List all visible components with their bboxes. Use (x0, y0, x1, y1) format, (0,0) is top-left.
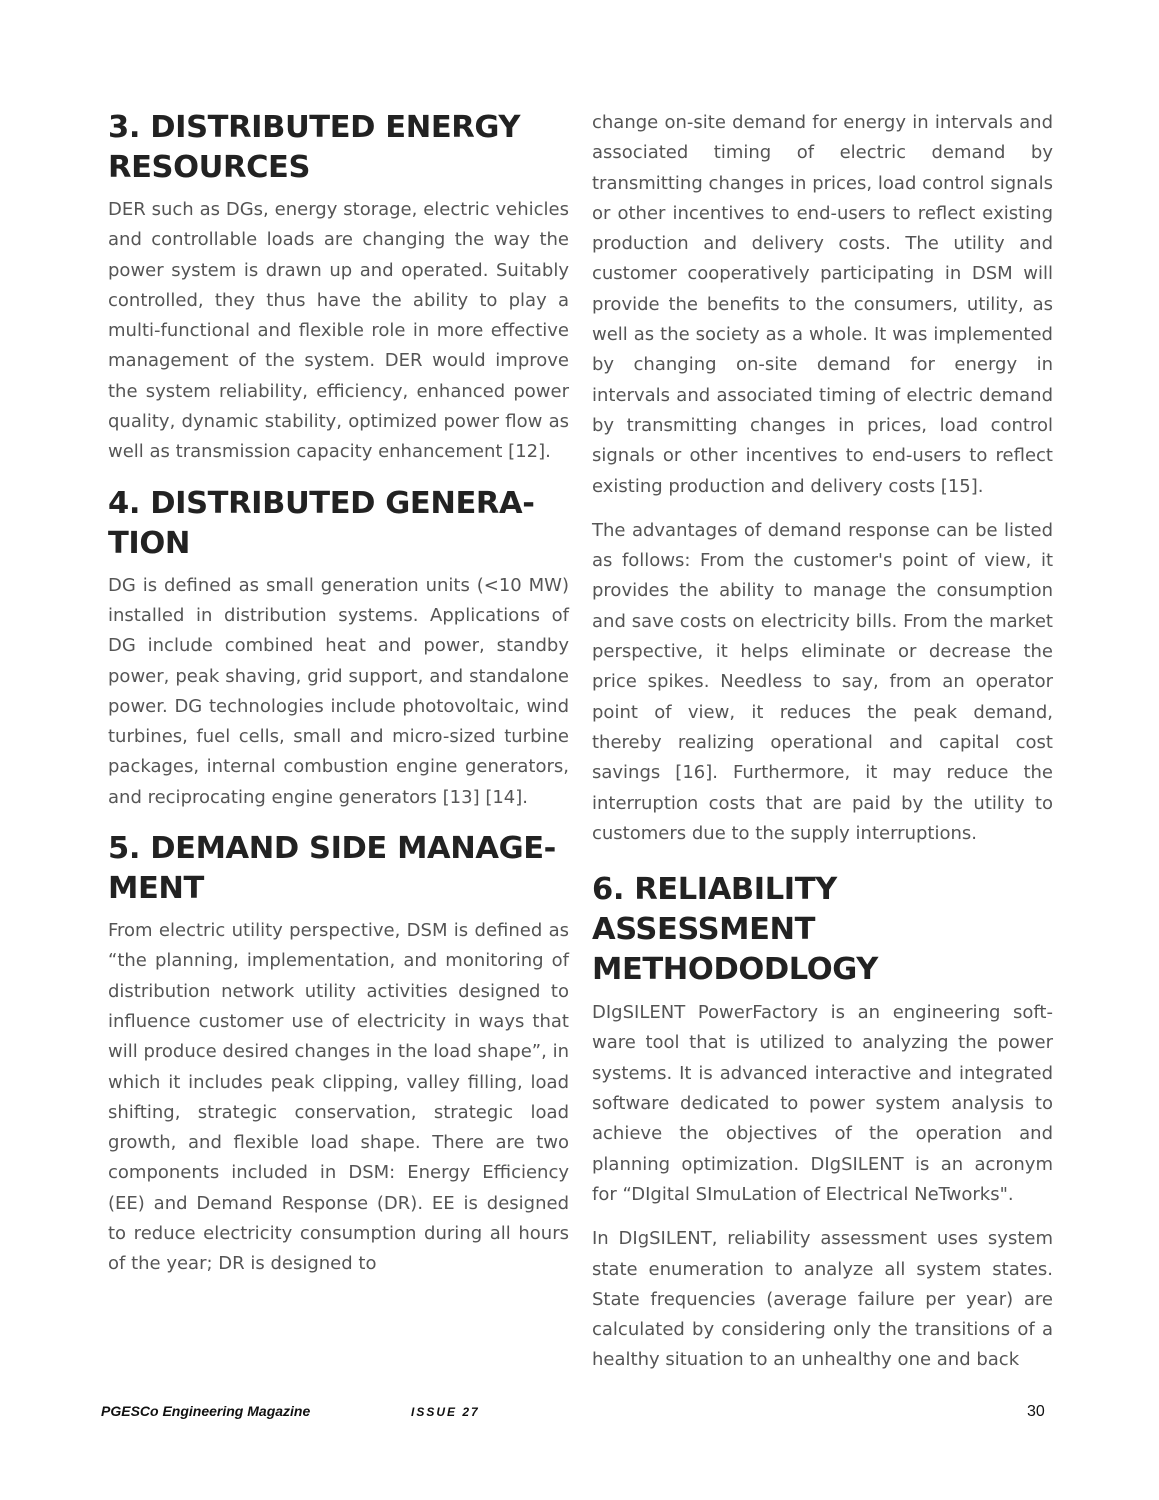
footer-magazine-name: PGESCo Engineering Magazine (101, 1403, 311, 1419)
section-4-heading: 4. DISTRIBUTED GENERATION (108, 485, 535, 561)
section-5-heading: 5. DEMAND SIDE MANAGEMENT (108, 831, 557, 907)
dsm-continued-paragraph: change on-site demand for energy in intervals and associated timing of electric demand by transmitting changes in prices, load control signals or other incentives to end-users to reflect existing production and delivery costs. The utility and customer cooperatively participating in DSM will provide the benefits to the consumers, utility, as well as the society as a whole. It was implemented by changing on-site demand for energy in intervals and associated timing of electric demand by transmitting changes in prices, load control signals or other incentives to end-users to reflect existing production and delivery costs [15]. (592, 112, 1053, 497)
left-column (108, 108, 569, 1296)
section-3-heading: 3. DISTRIBUTED ENERGY RESOURCES (108, 110, 521, 185)
footer-page-number: 30 (1027, 1403, 1045, 1420)
section-6-body-2: In DIgSILENT, reliability assessment uses system state enumeration to analyze all system states. State frequencies (average failure per year) are calculated by considering only the transitions of a healthy situation to an unhealthy one and back (592, 1228, 1053, 1371)
section-5-body: From electric utility perspective, DSM is defined as “the planning, implementation, and monitoring of distribution network utility activities designed to influence customer use of electricity in ways that will produce desired changes in the load shape”, in which it includes peak clipping, valley filling, load shifting, strategic conservation, strategic load growth, and flexible load shape. There are two components included in DSM: Energy Efficiency (EE) and Demand Response (DR). EE is designed to reduce electricity consumption during all hours of the year; DR is designed to (108, 920, 569, 1275)
section-6-heading: 6. RELIABILITY ASSESSMENT METHODODLOGY (592, 872, 878, 988)
dr-advantages-paragraph: The advantages of demand response can be listed as follows: From the customer's point of view, it provides the ability to manage the consumption and save costs on electricity bills. From the market perspective, it helps eliminate or decrease the price spikes. Needless to say, from an operator point of view, it reduces the peak demand, thereby realizing operational and capital cost savings [16]. Furthermore, it may reduce the interruption costs that are paid by the utility to customers due to the supply interruptions. (592, 519, 1053, 844)
section-4-body: DG is defined as small generation units (<10 MW) installed in distribution systems. Applications of DG include combined heat and power, standby power, peak shaving, grid support, and standalone power. DG technologies include photovoltaic, wind turbines, fuel cells, small and micro-sized turbine packages, internal combustion engine generators, and reciprocating engine generators [13] [14]. (108, 574, 569, 808)
right-column (592, 108, 1053, 1390)
section-6-body-1: DIgSILENT PowerFactory is an engineering software tool that is utilized to analyzing the power systems. It is advanced interactive and integrated software dedicated to power system analysis to achieve the objectives of the operation and planning optimization. DIgSILENT is an acronym for “DIgital SImuLation of Electrical NeTworks". (592, 1002, 1053, 1205)
section-3-body: DER such as DGs, energy storage, electric vehicles and controllable loads are changing the way the power system is drawn up and operated. Suitably controlled, they thus have the ability to play a multi-functional and flexible role in more effective management of the system. DER would improve the system reliability, efficiency, enhanced power quality, dynamic stability, optimized power flow as well as transmission capacity enhancement [12]. (108, 199, 569, 463)
footer-issue: ISSUE 27 (411, 1405, 480, 1419)
